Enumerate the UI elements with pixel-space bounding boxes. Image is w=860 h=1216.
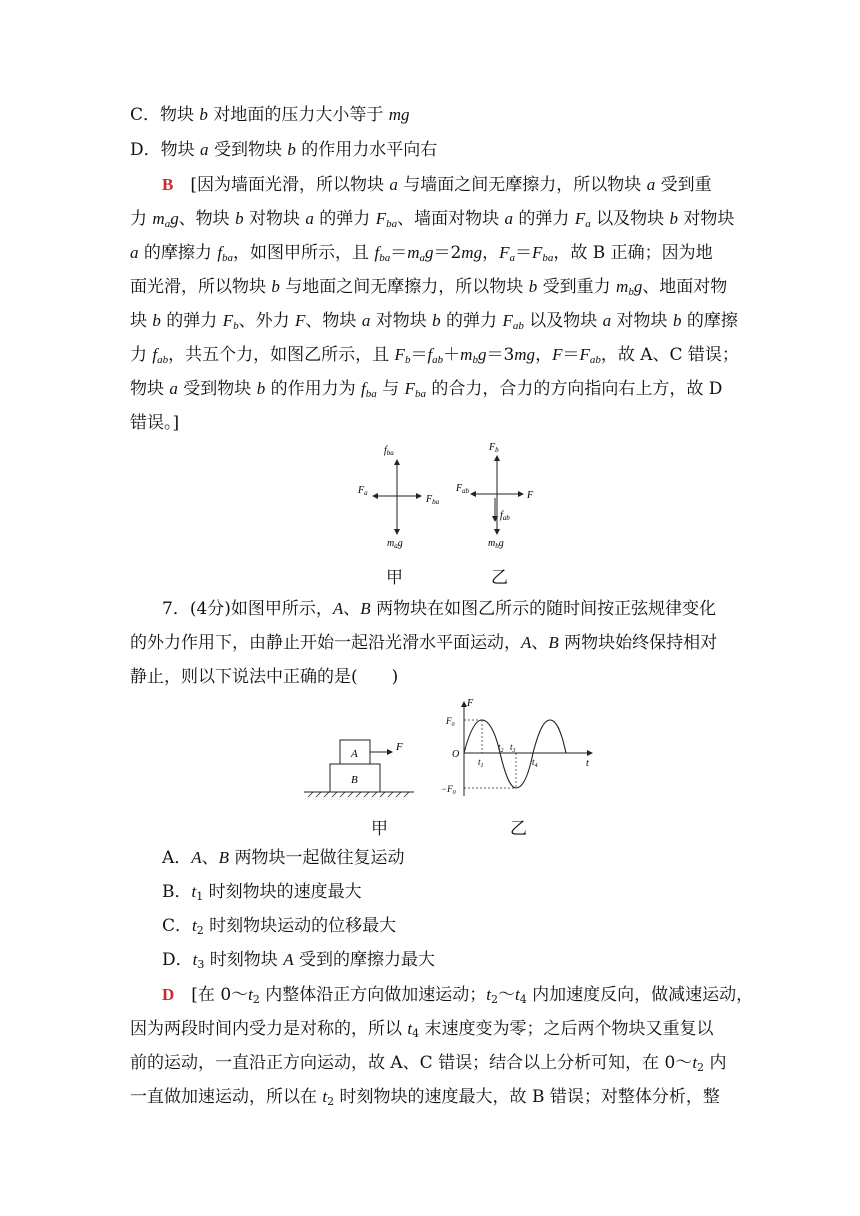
t1-label: $t_1$ [478,757,484,769]
label-f-ab: $f_{ab}$ [500,510,510,522]
q7-answer: D [162,985,175,1004]
q7-option-c: C．$t_2$ 时刻物块运动的位移最大 [162,916,397,937]
q7-explanation-line: 因为两段时间内受力是对称的，所以 $t_4$ 末速度变为零；之后两个物块又重复以 [130,1019,714,1040]
q7-stem-line: 静止，则以下说法中正确的是( ) [130,667,399,687]
fig7-caption-yi: 乙 [510,819,527,839]
q6-explanation-line: 力 $f_{ab}$，共五个力，如图乙所示，且 $F_b=f_{ab}+m_bg=3mg$，$F=F_{ab}$，故 A、C 错误； [130,345,739,366]
q6-explanation-line: 力 $m_ag$、物块 b 对物块 a 的弹力 $F_{ba}$、墙面对物块 a 的弹力 $F_a$ 以及物块 b 对物块 [130,209,735,230]
t2-label: $t_2$ [498,742,504,754]
q6-option-c: C．物块 b 对地面的压力大小等于 mg [130,105,410,125]
label-mbg: $m_bg$ [488,538,504,550]
label-F: F [527,490,534,501]
q6-force-diagrams [340,436,560,556]
label-F-b: $F_b$ [489,442,499,454]
diagram-jia [357,445,440,550]
q7-option-b: B．$t_1$ 时刻物块的速度最大 [162,882,362,903]
label-F-ab: $F_{ab}$ [456,483,470,495]
q7-stem-line: 的外力作用下，由静止开始一起沿光滑水平面运动，A、B 两物块始终保持相对 [130,633,718,653]
label-f-a: $F_a$ [358,485,368,497]
q7-force-time-graph [440,696,600,802]
f0-label: $F_0$ [446,716,455,728]
q7-blocks-diagram [300,730,420,802]
ground-hatch [308,792,409,797]
block-b-label: B [351,774,358,786]
origin-label: O [452,749,460,760]
label-F-ba: $F_{ba}$ [426,494,440,506]
t3-label: $t_3$ [510,742,516,754]
label-mag: $m_ag$ [387,538,403,550]
q7-explanation-line: D [在 $0\sim t_2$ 内整体沿正方向做加速运动；$t_2\sim t_4$ 内加速度反向，做减速运动， [162,985,754,1006]
q6-explanation-line: 错误。] [130,413,180,433]
q7-option-a: A．A、B 两物块一起做往复运动 [162,848,405,868]
q7-explanation-line: 一直做加速运动，所以在 $t_2$ 时刻物块的速度最大，故 B 错误；对整体分析，整 [130,1087,720,1108]
q7-option-d: D．$t_3$ 时刻物块 A 受到的摩擦力最大 [162,950,435,971]
t4-label: $t_4$ [532,757,538,769]
q6-option-d: D．物块 a 受到物块 b 的作用力水平向右 [130,140,438,160]
fig6-caption-jia: 甲 [386,568,403,588]
axis-t-label: t [586,758,589,769]
fig7-caption-jia: 甲 [371,819,388,839]
q7-explanation-line: 前的运动，一直沿正方向运动，故 A、C 错误；结合以上分析可知，在 $0\sim t_2$ 内 [130,1053,727,1074]
force-label: F [396,741,403,753]
q6-answer: B [162,175,174,194]
q6-explanation-line: 面光滑，所以物块 b 与地面之间无摩擦力，所以物块 b 受到重力 $m_bg$、地面对物 [130,277,728,298]
q6-explanation-line: a 的摩擦力 $f_{ba}$，如图甲所示，且 $f_{ba}=m_ag=2mg$，$F_a=F_{ba}$，故 B 正确；因为地 [130,243,713,264]
axis-f-label: F [467,698,474,709]
diagram-yi [455,442,534,550]
q6-explanation-line: 块 b 的弹力 $F_b$、外力 F、物块 a 对物块 b 的弹力 $F_{ab}$ 以及物块 a 对物块 b 的摩擦 [130,311,738,332]
q6-explanation-line: B [因为墙面光滑，所以物块 a 与墙面之间无摩擦力，所以物块 a 受到重 [162,175,712,195]
neg-f0-label: $-F_0$ [441,784,456,796]
label-f-ba: $f_{ba}$ [384,445,394,457]
q7-stem-line: 7．(4分)如图甲所示，A、B 两物块在如图乙所示的随时间按正弦规律变化 [162,599,717,619]
q6-explanation-line: 物块 a 受到物块 b 的作用力为 $f_{ba}$ 与 $F_{ba}$ 的合力，合力的方向指向右上方，故 D [130,379,723,400]
fig6-caption-yi: 乙 [491,568,508,588]
block-a-label: A [351,748,358,760]
sine-curve [464,720,566,788]
